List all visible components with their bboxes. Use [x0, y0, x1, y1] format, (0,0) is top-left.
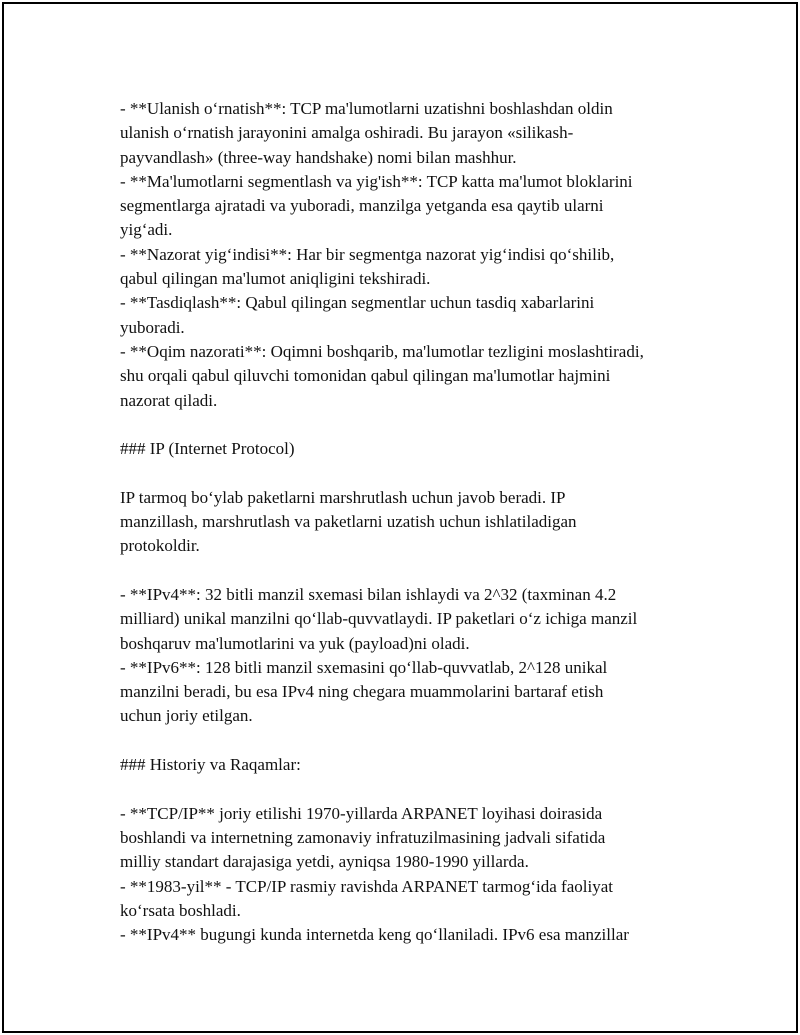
text-line: - **Oqim nazorati**: Oqimni boshqarib, ma'lumotlar tezligini moslashtiradi, — [120, 341, 644, 361]
text-line: ko‘rsata boshladi. — [120, 900, 241, 920]
blank-line — [120, 413, 700, 437]
blank-line — [120, 559, 700, 583]
text-line: - **IPv4** bugungi kunda internetda keng qo‘llaniladi. IPv6 esa manzillar — [120, 925, 629, 945]
text-line: - **Ulanish o‘rnatish**: TCP ma'lumotlarni uzatishni boshlashdan oldin — [120, 99, 613, 118]
blank-line — [120, 461, 700, 485]
text-line: qabul qilingan ma'lumot aniqligini tekshiradi. — [120, 269, 431, 289]
text-line: segmentlarga ajratadi va yuboradi, manzilga yetganda esa qaytib ularni — [120, 196, 604, 216]
document-page — [2, 2, 798, 1033]
document-body — [120, 97, 700, 947]
text-line: payvandlash» (three-way handshake) nomi bilan mashhur. — [120, 147, 517, 167]
text-line: IP tarmoq bo‘ylab paketlarni marshrutlash uchun javob beradi. IP — [120, 487, 566, 507]
text-line: manzillash, marshrutlash va paketlarni uzatish uchun ishlatiladigan — [120, 512, 577, 532]
section-heading: ### IP (Internet Protocol) — [120, 439, 295, 459]
text-line: yig‘adi. — [120, 220, 173, 240]
text-line: - **1983-yil** - TCP/IP rasmiy ravishda ARPANET tarmog‘ida faoliyat — [120, 876, 613, 896]
text-line: ulanish o‘rnatish jarayonini amalga oshiradi. Bu jarayon «silikash- — [120, 123, 574, 143]
blank-line — [120, 777, 700, 801]
text-line: protokoldir. — [120, 536, 200, 556]
text-line: - **TCP/IP** joriy etilishi 1970-yillarda ARPANET loyihasi doirasida — [120, 803, 603, 823]
text-line: - **Ma'lumotlarni segmentlash va yig'ish**: TCP katta ma'lumot bloklarini — [120, 171, 633, 191]
text-line: yuboradi. — [120, 317, 185, 337]
text-line: nazorat qiladi. — [120, 390, 218, 410]
blank-line — [120, 729, 700, 753]
text-line: boshqaruv ma'lumotlarini va yuk (payload)ni oladi. — [120, 633, 470, 653]
text-line: - **IPv6**: 128 bitli manzil sxemasini qo‘llab-quvvatlab, 2^128 unikal — [120, 657, 608, 677]
text-line: milliy standart darajasiga yetdi, ayniqsa 1980-1990 yillarda. — [120, 852, 529, 872]
text-line: boshlandi va internetning zamonaviy infratuzilmasining jadvali sifatida — [120, 827, 606, 847]
text-line: - **Nazorat yig‘indisi**: Har bir segmentga nazorat yig‘indisi qo‘shilib, — [120, 244, 615, 264]
text-line: - **Tasdiqlash**: Qabul qilingan segmentlar uchun tasdiq xabarlarini — [120, 293, 595, 313]
text-line: uchun joriy etilgan. — [120, 706, 253, 726]
text-line: - **IPv4**: 32 bitli manzil sxemasi bilan ishlaydi va 2^32 (taxminan 4.2 — [120, 584, 617, 604]
section-heading: ### Historiy va Raqamlar: — [120, 755, 301, 775]
text-line: shu orqali qabul qiluvchi tomonidan qabul qilingan ma'lumotlar hajmini — [120, 366, 611, 386]
text-line: milliard) unikal manzilni qo‘llab-quvvatlaydi. IP paketlari o‘z ichiga manzil — [120, 609, 638, 629]
text-line: manzilni beradi, bu esa IPv4 ning chegara muammolarini bartaraf etish — [120, 682, 604, 702]
